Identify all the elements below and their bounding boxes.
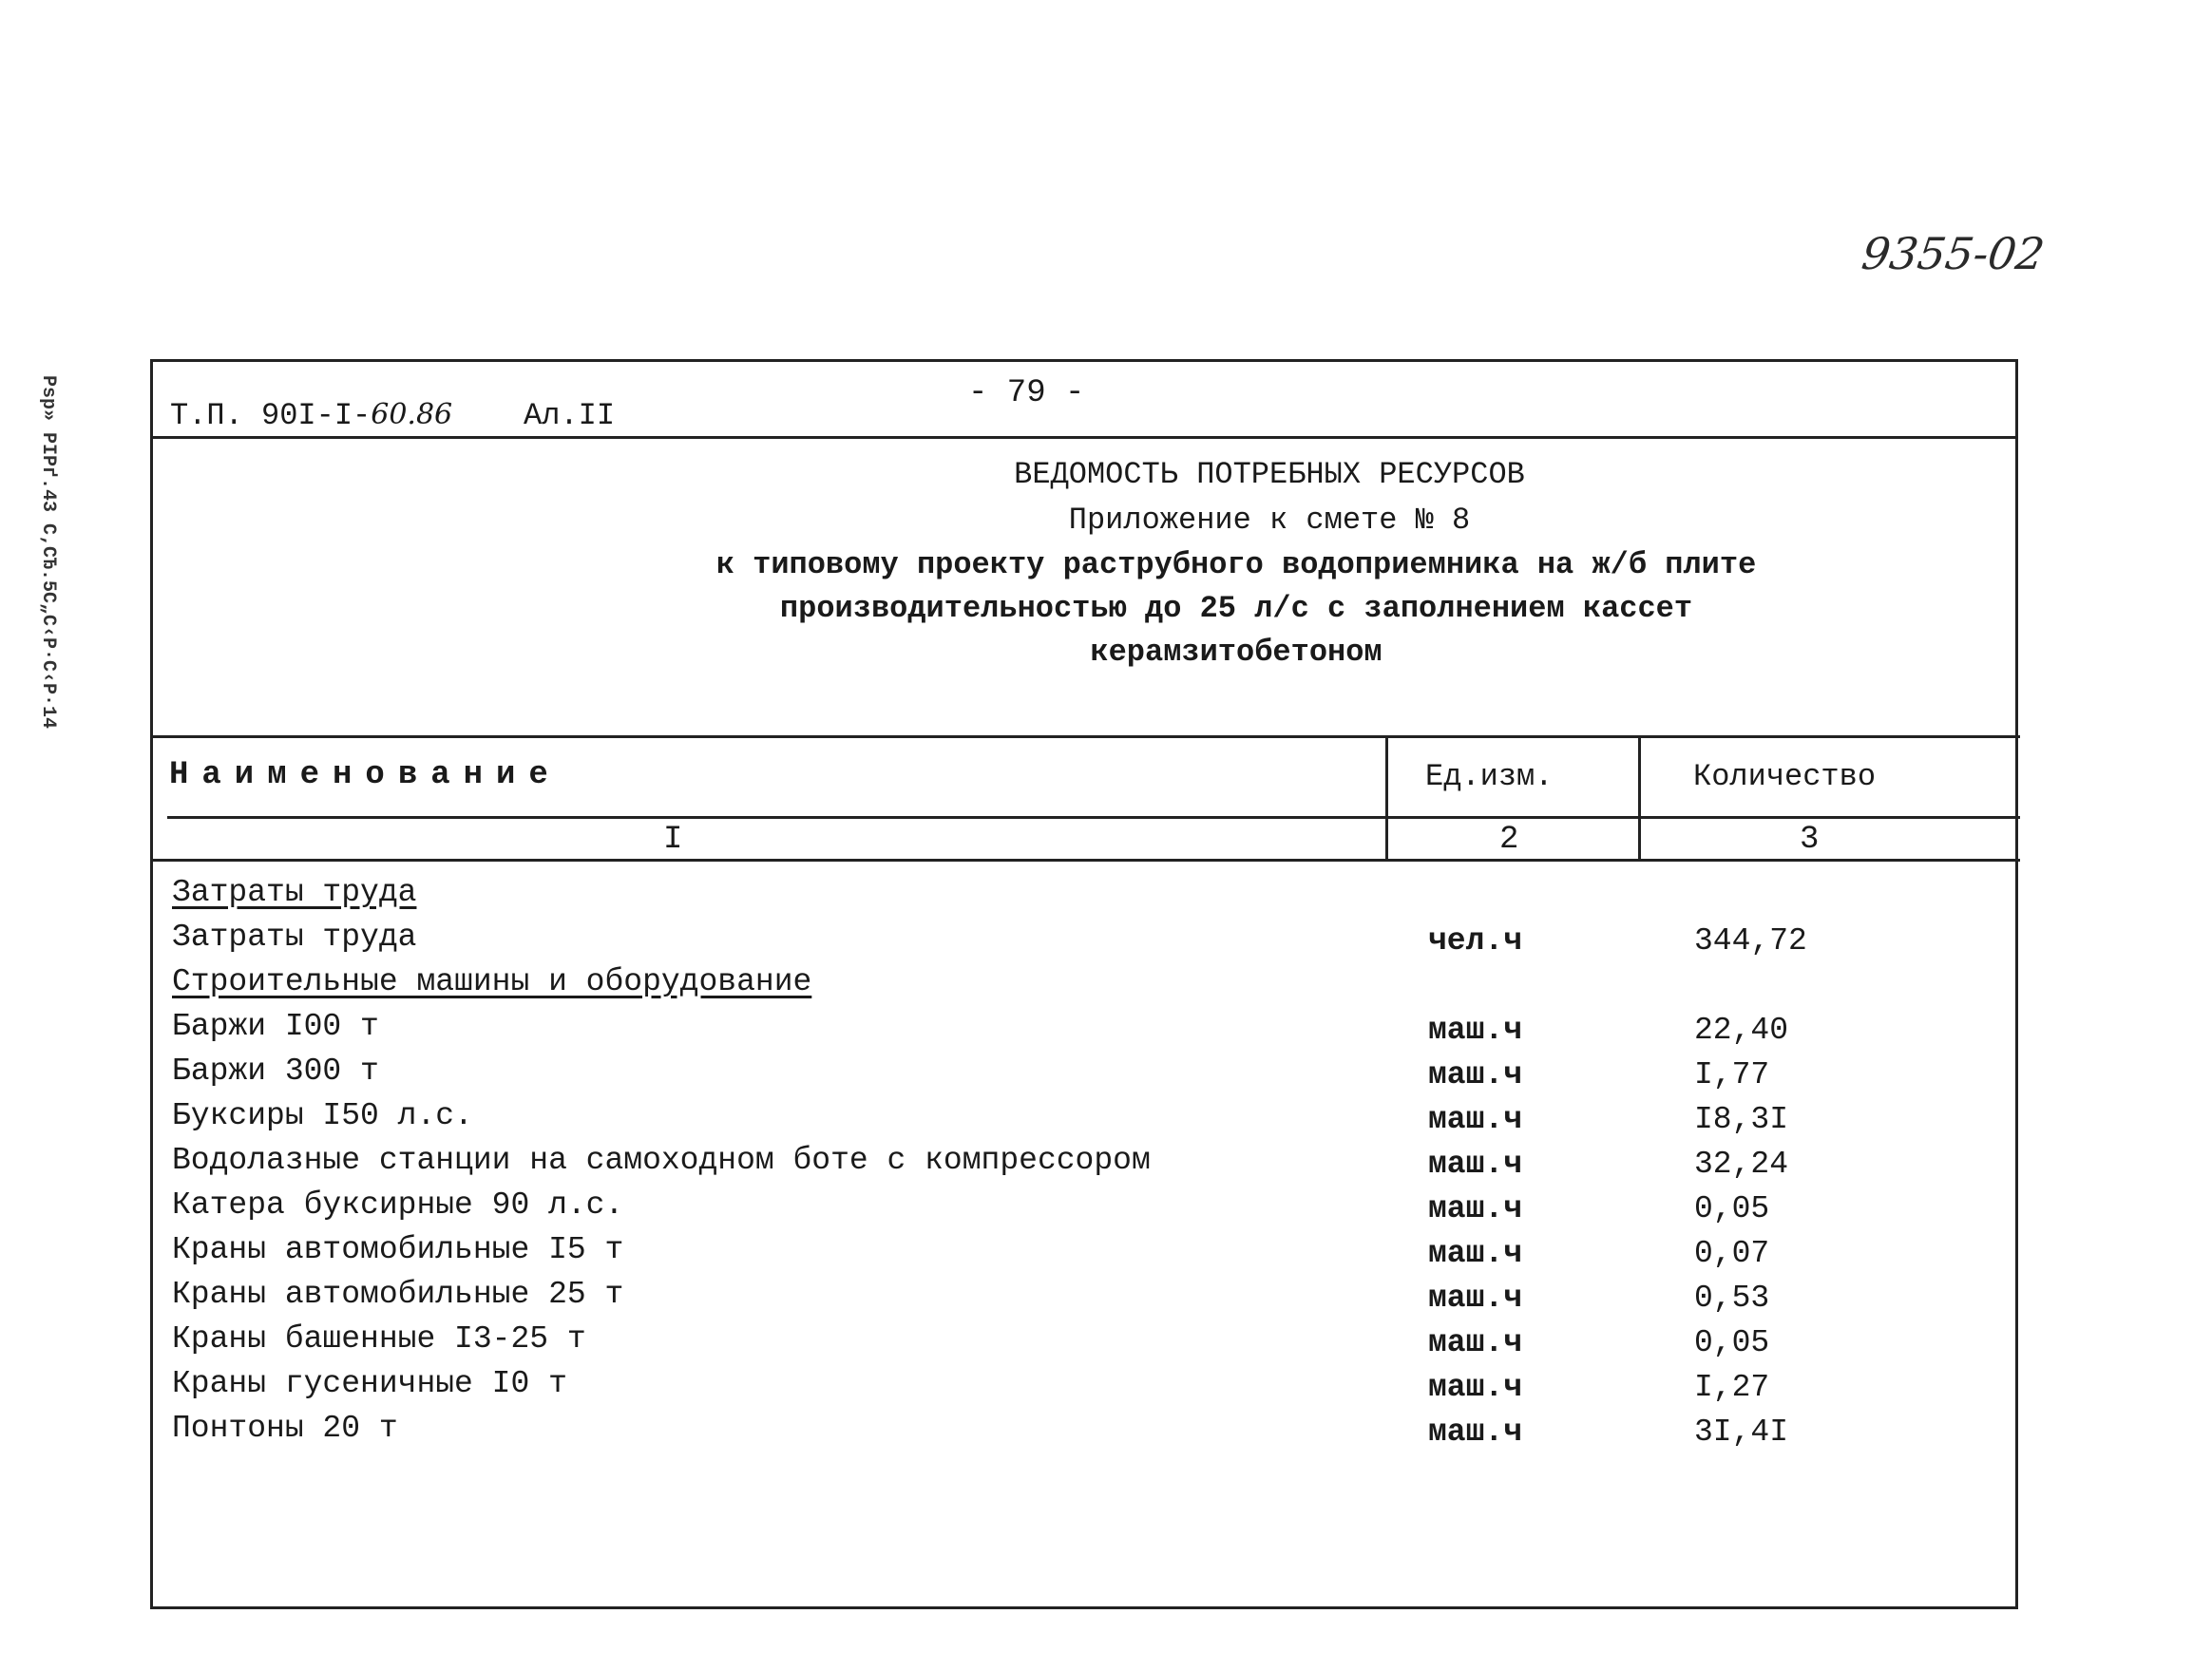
row-quantity: I8,3I — [1694, 1102, 1789, 1137]
row-name: Буксиры I50 л.с. — [172, 1098, 473, 1133]
column-header-name: Наименование — [169, 757, 562, 793]
row-unit: маш.ч — [1428, 1415, 1523, 1450]
row-name: Краны автомобильные 25 т — [172, 1277, 624, 1312]
side-margin-note: Рѕр» РІРґ.43 С‚СЂ.5С„С‹Р·С‹Р·14 — [37, 375, 59, 730]
row-name: Краны автомобильные I5 т — [172, 1232, 624, 1267]
row-quantity: 0,05 — [1694, 1325, 1770, 1360]
row-quantity: I,77 — [1694, 1057, 1770, 1092]
header-divider — [167, 816, 2020, 819]
document-sheet — [150, 359, 2018, 1609]
row-unit: чел.ч — [1428, 923, 1523, 959]
row-quantity: 3I,4I — [1694, 1415, 1789, 1450]
row-quantity: 0,53 — [1694, 1281, 1770, 1316]
row-name: Краны гусеничные I0 т — [172, 1366, 567, 1401]
column-divider — [1385, 738, 1388, 862]
column-header-quantity: Количество — [1693, 759, 1877, 794]
row-name: Баржи 300 т — [172, 1054, 379, 1089]
row-name: Затраты труда — [172, 875, 417, 910]
document-description: к типовому проекту раструбного водоприемника на ж/б плите производительностью до 25 л/с с заполнением кассет керамзитобетоном — [715, 547, 1757, 670]
row-unit: маш.ч — [1428, 1281, 1523, 1316]
table-row — [172, 1054, 1977, 1098]
row-name: Катера буксирные 90 л.с. — [172, 1187, 624, 1223]
table-row — [172, 1009, 1977, 1054]
row-quantity: 0,05 — [1694, 1191, 1770, 1226]
table-row — [172, 1411, 1977, 1455]
column-header-unit: Ед.изм. — [1425, 759, 1554, 794]
table-row — [172, 1321, 1977, 1366]
table-header — [150, 735, 2020, 862]
document-subtitle: Приложение к смете № 8 — [1068, 503, 1471, 538]
header-bottom-rule — [150, 859, 2020, 862]
row-name: Понтоны 20 т — [172, 1411, 398, 1446]
header-row — [153, 362, 2015, 439]
row-unit: маш.ч — [1428, 1191, 1523, 1226]
row-name: Водолазные станции на самоходном боте с компрессором — [172, 1143, 1151, 1178]
handwritten-document-number: 9355-02 — [1859, 228, 2048, 279]
row-unit: маш.ч — [1428, 1102, 1523, 1137]
table-row — [172, 1143, 1977, 1187]
row-unit: маш.ч — [1428, 1147, 1523, 1182]
table-row — [172, 1232, 1977, 1277]
document-title: ВЕДОМОСТЬ ПОТРЕБНЫХ РЕСУРСОВ — [1014, 457, 1525, 492]
project-code-suffix: 60.86 — [371, 398, 453, 431]
row-unit: маш.ч — [1428, 1013, 1523, 1048]
row-name: Затраты труда — [172, 920, 417, 955]
table-body — [172, 875, 1977, 1455]
row-quantity: 0,07 — [1694, 1236, 1770, 1271]
table-row — [172, 1277, 1977, 1321]
column-number-1: I — [663, 822, 683, 858]
project-code-prefix: Т.П. 90I-I- — [170, 398, 372, 433]
album-number: Ал.II — [524, 398, 616, 433]
row-unit: маш.ч — [1428, 1370, 1523, 1405]
column-divider — [1638, 738, 1641, 862]
title-block — [153, 452, 2015, 674]
project-code — [170, 398, 452, 433]
row-unit: маш.ч — [1428, 1057, 1523, 1092]
table-row — [172, 920, 1977, 964]
column-number-2: 2 — [1499, 822, 1519, 858]
table-row — [172, 1187, 1977, 1232]
row-quantity: 344,72 — [1694, 923, 1807, 959]
section-heading-row — [172, 875, 1977, 920]
row-quantity: 22,40 — [1694, 1013, 1789, 1048]
table-row — [172, 1098, 1977, 1143]
section-heading-row — [172, 964, 1977, 1009]
row-quantity: I,27 — [1694, 1370, 1770, 1405]
page-number: - 79 - — [968, 375, 1085, 411]
row-name: Баржи I00 т — [172, 1009, 379, 1044]
row-name: Строительные машины и оборудование — [172, 964, 812, 999]
column-number-3: 3 — [1800, 822, 1820, 858]
row-unit: маш.ч — [1428, 1236, 1523, 1271]
row-quantity: 32,24 — [1694, 1147, 1789, 1182]
row-unit: маш.ч — [1428, 1325, 1523, 1360]
table-row — [172, 1366, 1977, 1411]
row-name: Краны башенные I3-25 т — [172, 1321, 586, 1357]
